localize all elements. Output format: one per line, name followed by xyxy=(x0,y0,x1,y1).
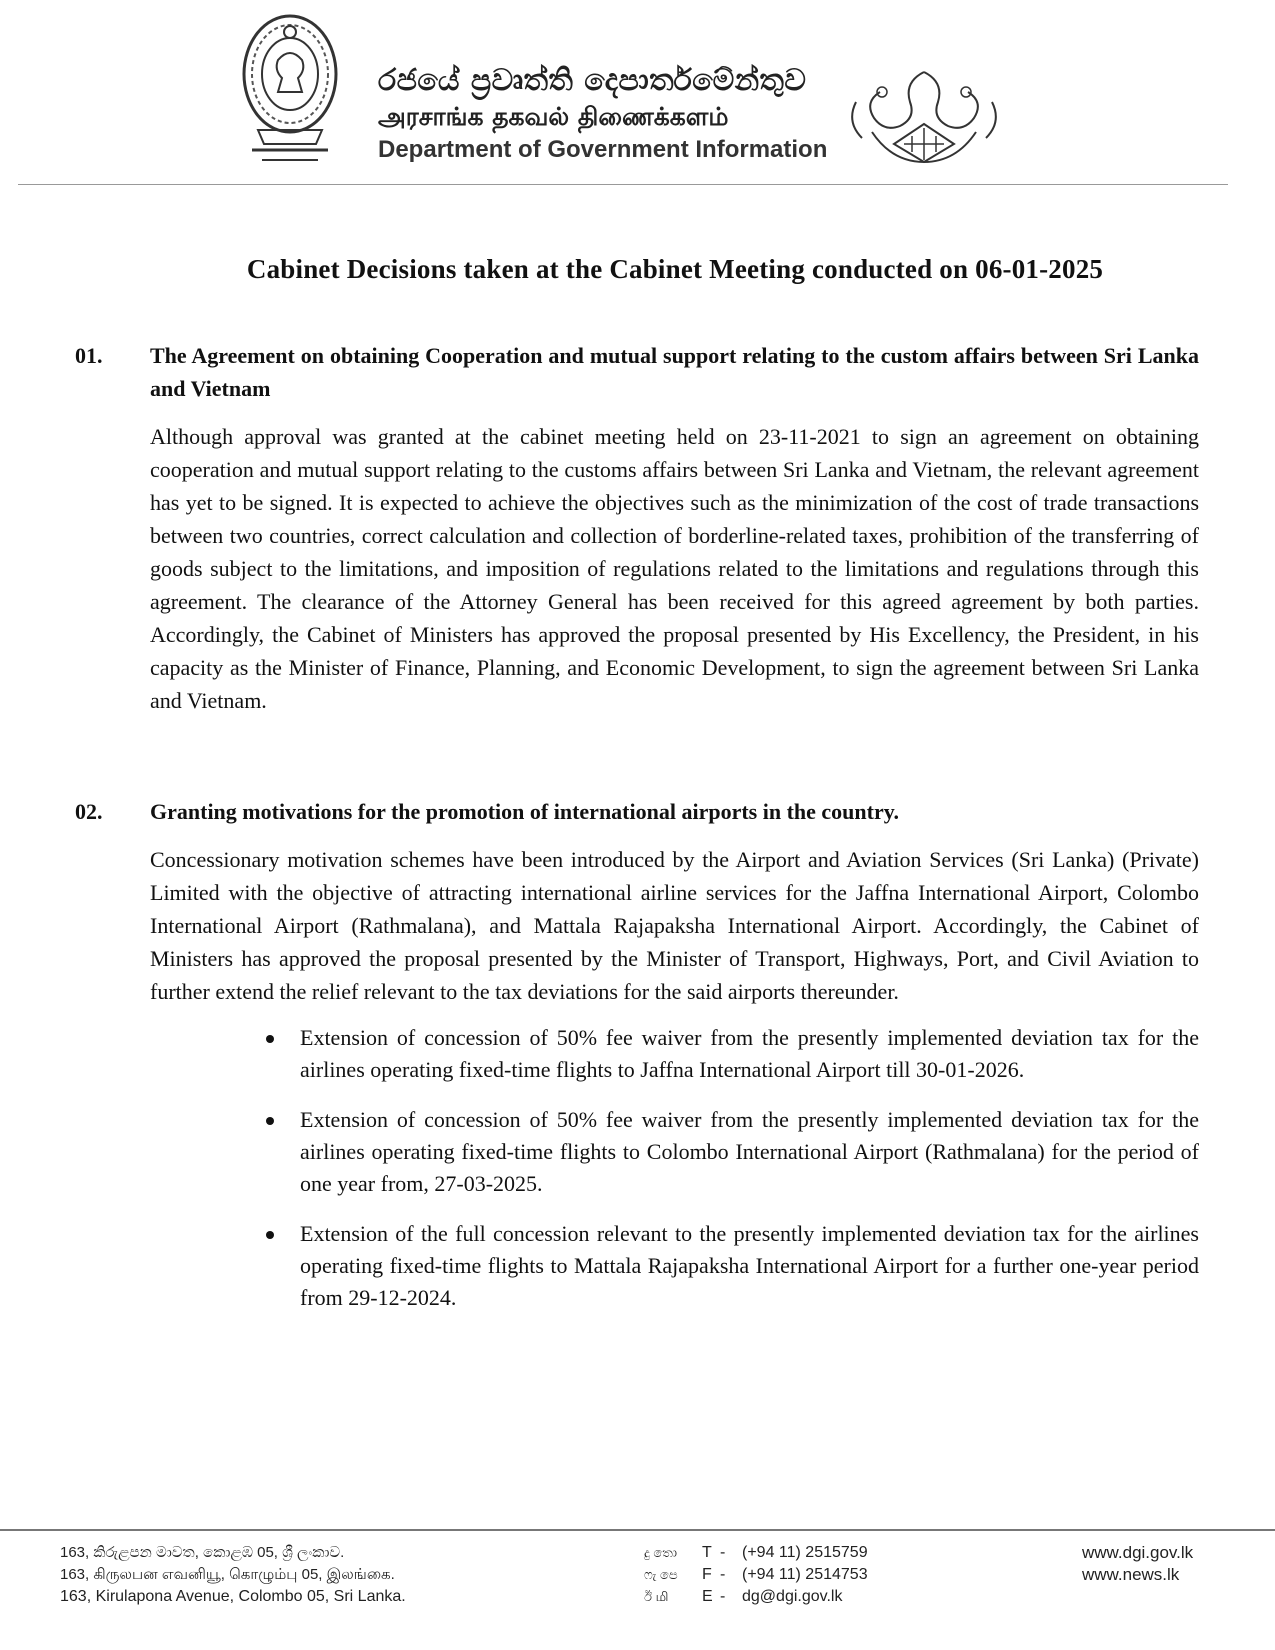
sri-lanka-national-emblem-icon xyxy=(238,10,342,168)
org-name-sinhala: රජයේ ප්‍රවෘත්ති දෙපාර්තමේන්තුව xyxy=(378,63,807,98)
contact-fax xyxy=(644,1564,868,1586)
list-item-text: Extension of concession of 50% fee waiver from the presently implemented deviation tax for the airlines operating fixed-time flights to Jaffna International Airport till 30-01-2026. xyxy=(300,1025,1199,1082)
document-title: Cabinet Decisions taken at the Cabinet Meeting conducted on 06-01-2025 xyxy=(246,254,1104,284)
traditional-ornament-icon xyxy=(842,62,1006,174)
section-number: 01. xyxy=(75,343,103,368)
list-item-text: Extension of the full concession relevant to the presently implemented deviation tax for the airlines operating fixed-time flights to Mattala Rajapaksha International Airport for a further one-year period from 29-12-2024. xyxy=(300,1221,1199,1310)
section-content xyxy=(150,795,1199,1332)
bullet-icon xyxy=(266,1035,274,1043)
contact-key: T xyxy=(702,1544,712,1561)
contact-labels: ෆැ පෙ xyxy=(644,1567,678,1582)
contact-key: F xyxy=(702,1566,712,1583)
fax-number: (+94 11) 2514753 xyxy=(742,1566,868,1583)
website-block xyxy=(1082,1542,1193,1586)
org-name-english: Department of Government Information xyxy=(378,136,828,163)
contact-dash: - xyxy=(720,1588,726,1605)
footer xyxy=(0,1542,1275,1642)
website-link-dgi[interactable]: www.dgi.gov.lk xyxy=(1082,1543,1194,1562)
list-item xyxy=(300,1104,1199,1200)
contact-labels: ඊ மி xyxy=(644,1589,669,1604)
contact-labels: දු තො xyxy=(644,1545,678,1560)
address-sinhala: 163, කිරුළපන මාවත, කොළඹ 05, ශ්‍රී ලංකාව. xyxy=(60,1544,345,1561)
contact-email xyxy=(644,1586,868,1608)
footer-divider xyxy=(0,1529,1275,1531)
org-name-tamil: அரசாங்க தகவல் திணைக்களம் xyxy=(378,102,729,131)
contact-key: E xyxy=(702,1588,713,1605)
address-block xyxy=(60,1542,406,1608)
list-item xyxy=(300,1218,1199,1314)
section-number: 02. xyxy=(75,799,103,824)
section-content xyxy=(150,339,1199,717)
letterhead xyxy=(0,0,1275,190)
contact-telephone xyxy=(644,1542,868,1564)
section-body: Concessionary motivation schemes have been introduced by the Airport and Aviation Services (Sri Lanka) (Private) Limited with the objective of attracting international airline services for the Jaffna International Airport, Colombo International Airport (Rathmalana), and Mattala Rajapaksha International Airport. Accordingly, the Cabinet of Ministers has approved the proposal presented by the Minister of Transport, Highways, Port, and Civil Aviation to further extend the relief relevant to the tax deviations for the said airports thereunder. xyxy=(150,847,1199,1004)
section-heading: Granting motivations for the promotion of international airports in the country. xyxy=(150,799,900,824)
list-item xyxy=(300,1022,1199,1086)
contact-block xyxy=(644,1542,868,1608)
website-link-news[interactable]: www.news.lk xyxy=(1082,1565,1180,1584)
contact-dash: - xyxy=(720,1544,726,1561)
email-link[interactable]: dg@dgi.gov.lk xyxy=(742,1588,843,1605)
address-english: 163, Kirulapona Avenue, Colombo 05, Sri Lanka. xyxy=(60,1588,406,1605)
section-body: Although approval was granted at the cabinet meeting held on 23-11-2021 to sign an agreement on obtaining cooperation and mutual support relating to the customs affairs between Sri Lanka and Vietnam, the relevant agreement has yet to be signed. It is expected to achieve the objectives such as the minimization of the cost of trade transactions between two countries, correct calculation and collection of borderline-related taxes, prohibition of the transferring of goods subject to the limitations, and imposition of regulations related to the limitations and regulations through this agreement. The clearance of the Attorney General has been received for this agreed agreement by both parties. Accordingly, the Cabinet of Ministers has approved the proposal presented by His Excellency, the President, in his capacity as the Minister of Finance, Planning, and Economic Development, to sign the agreement between Sri Lanka and Vietnam. xyxy=(150,424,1199,713)
organization-names xyxy=(378,62,827,166)
section-heading: The Agreement on obtaining Cooperation and mutual support relating to the custom affairs between Sri Lanka and Vietnam xyxy=(150,343,1199,401)
address-tamil: 163, கிருலபன எவனியூ, கொழும்பு 05, இலங்கை. xyxy=(60,1566,395,1583)
list-item-text: Extension of concession of 50% fee waiver from the presently implemented deviation tax for the airlines operating fixed-time flights to Colombo International Airport (Rathmalana) for the period of one year from, 27-03-2025. xyxy=(300,1107,1199,1196)
header-divider xyxy=(18,184,1228,185)
bullet-icon xyxy=(266,1231,274,1239)
contact-dash: - xyxy=(720,1566,726,1583)
concession-list xyxy=(150,1022,1199,1314)
telephone-number[interactable]: (+94 11) 2515759 xyxy=(742,1544,868,1561)
bullet-icon xyxy=(266,1117,274,1125)
